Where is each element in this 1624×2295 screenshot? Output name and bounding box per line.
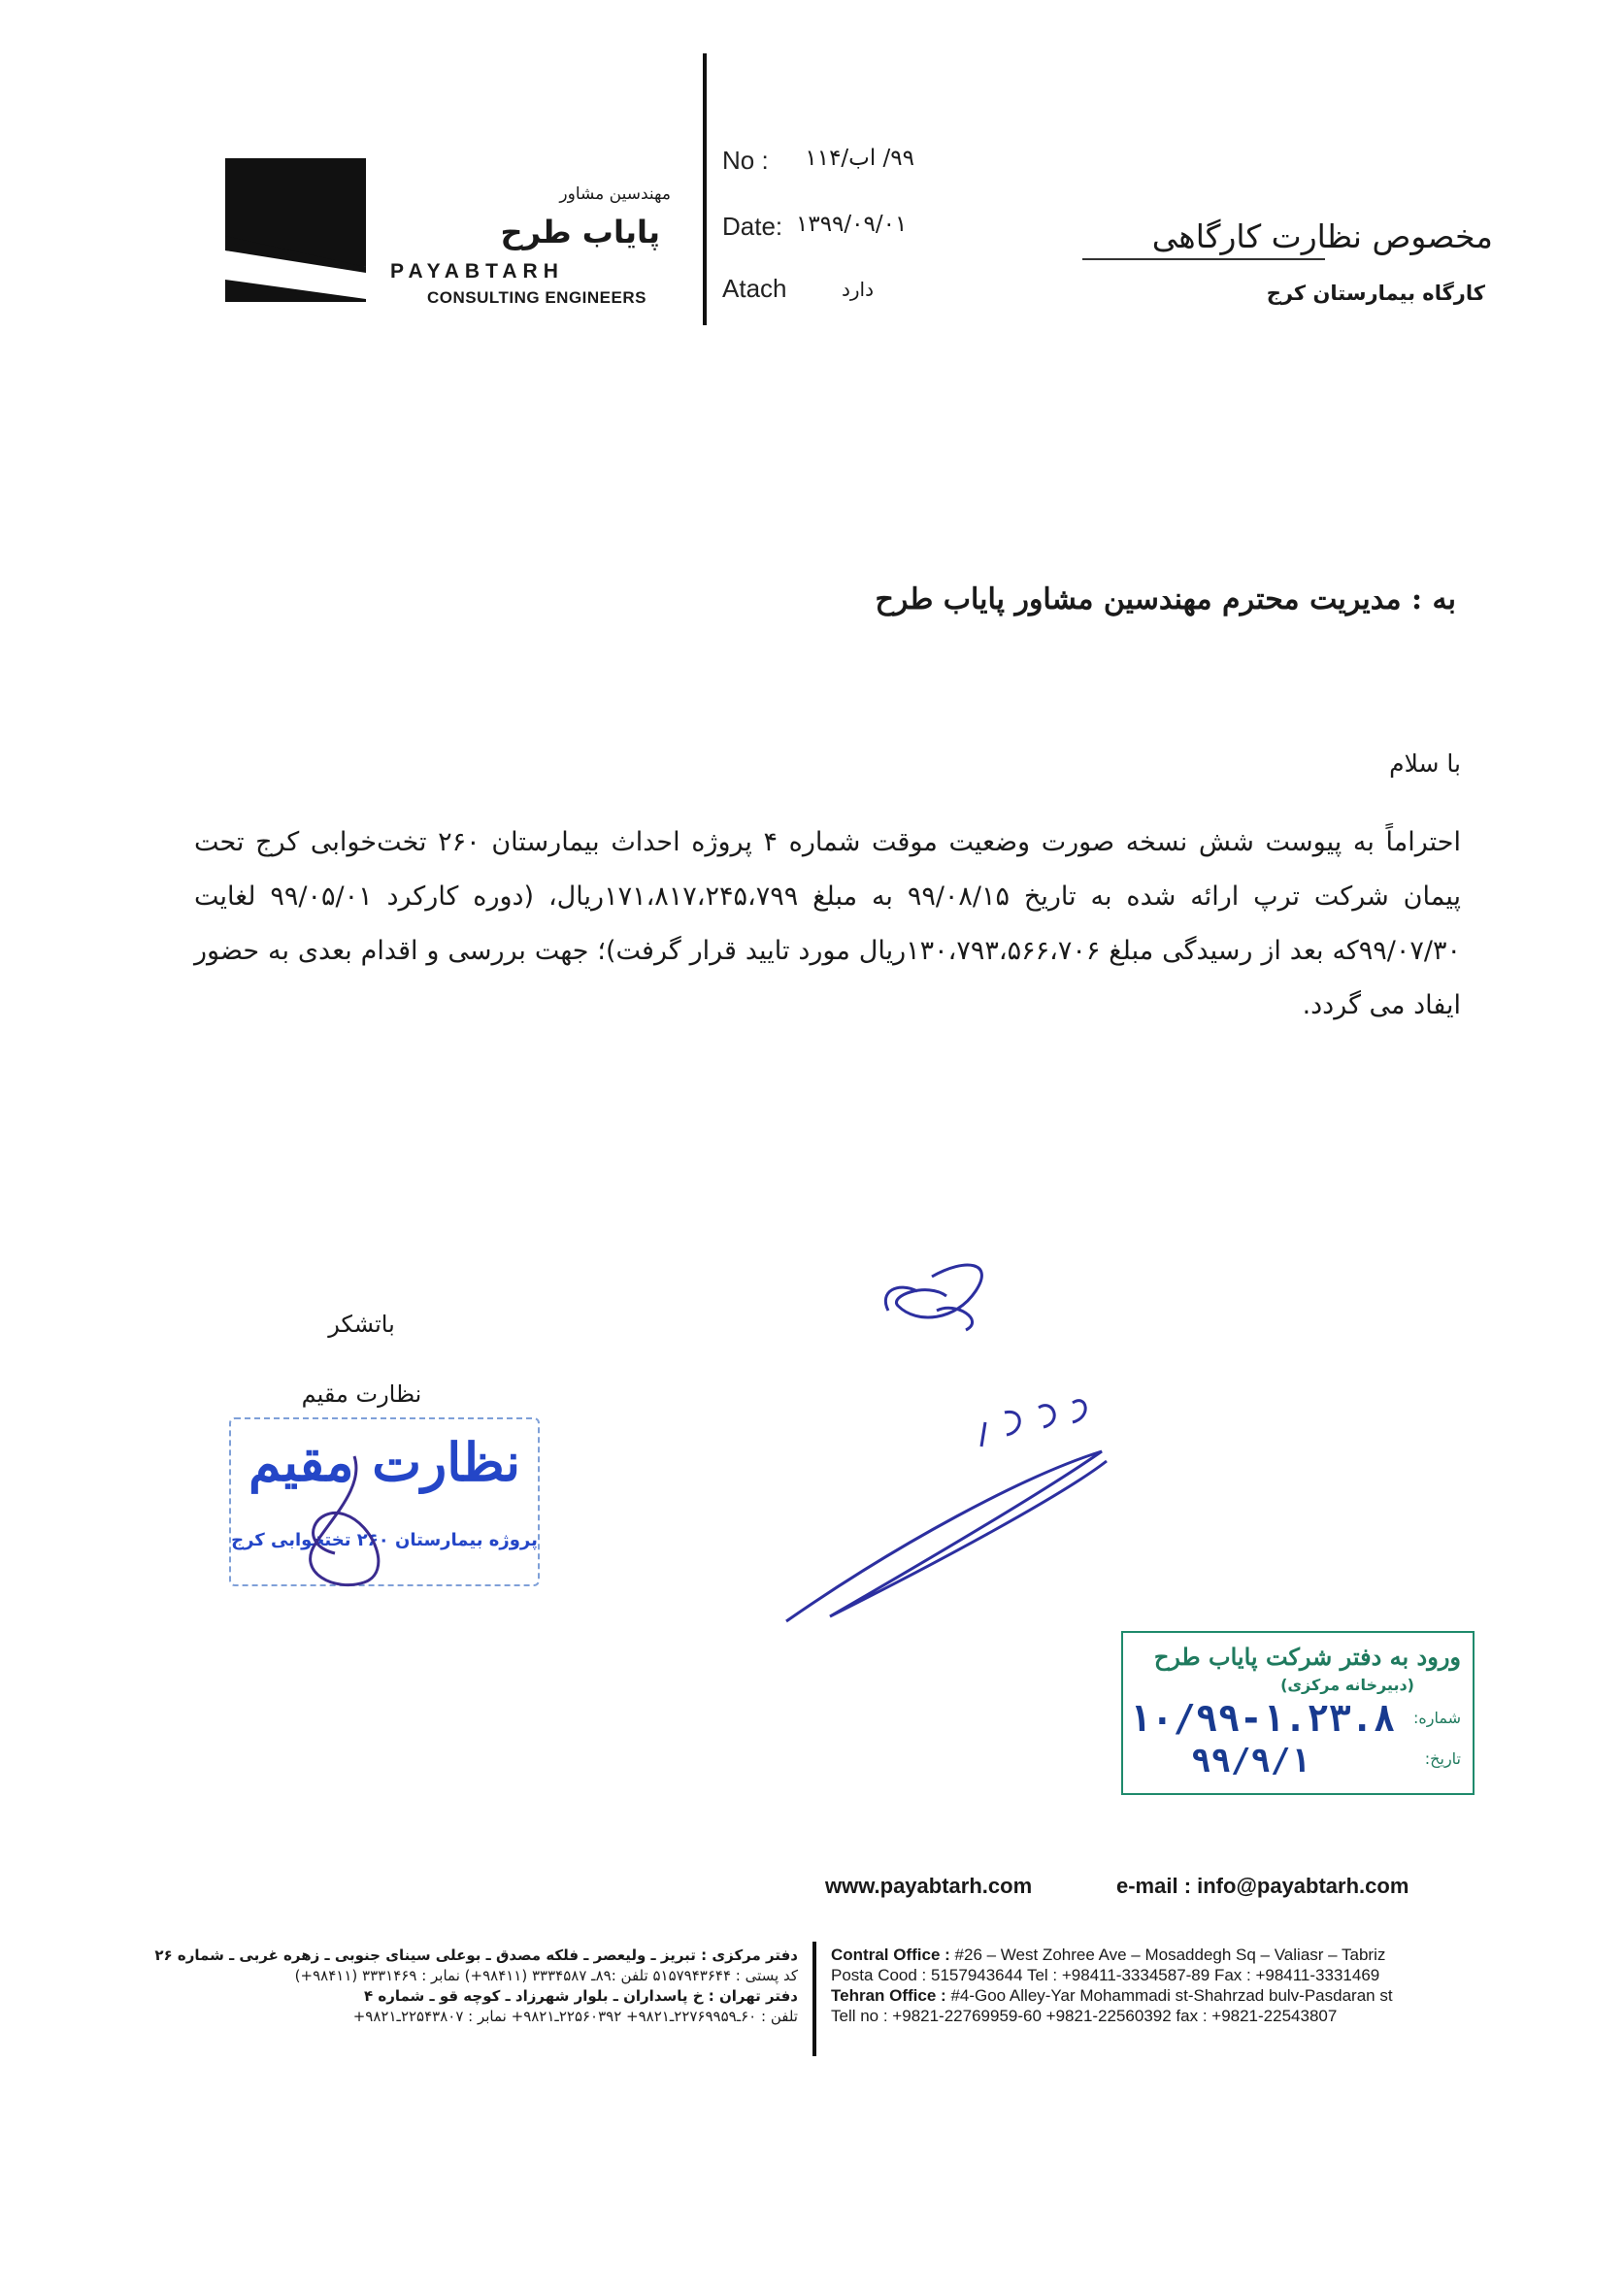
- footer-address-fa: [97, 1946, 798, 2027]
- footer-fa-line: تلفن : ۶۰ـ۲۲۷۶۹۹۵۹ـ۹۸۲۱+ ۲۲۵۶۰۳۹۲ـ۹۸۲۱+ نمابر : ۲۲۵۴۳۸۰۷ـ۹۸۲۱+: [352, 2008, 798, 2025]
- firm-logo-icon: [225, 158, 366, 302]
- department-underline: [1082, 258, 1325, 260]
- letter-number-label: No :: [722, 146, 769, 175]
- left-signature-stroke: [311, 1456, 379, 1585]
- handwritten-note-stroke: [885, 1265, 981, 1330]
- firm-name-en: PAYABTARH: [390, 260, 564, 283]
- website-link[interactable]: www.payabtarh.com: [825, 1874, 1033, 1898]
- supervision-stamp-subtitle: پروژه بیمارستان ۲۶۰ تختخوابی کرج: [231, 1530, 538, 1550]
- intake-date: ۹۹/۹/۱: [1191, 1742, 1310, 1780]
- attachment-label: Atach: [722, 274, 787, 303]
- department-site: کارگاه بیمارستان کرج: [1266, 282, 1485, 305]
- salutation: با سلام: [1389, 749, 1461, 778]
- handwritten-year-stroke: [981, 1401, 1085, 1447]
- intake-stamp-title: ورود به دفتر شرکت پایاب طرح: [1153, 1643, 1461, 1671]
- central-office-label: Contral Office :: [831, 1946, 950, 1964]
- intake-date-label: تاریخ:: [1424, 1749, 1461, 1768]
- central-office-address: #26 – West Zohree Ave – Mosaddegh Sq – Valiasr – Tabriz: [954, 1946, 1386, 1964]
- firm-subtitle-en: CONSULTING ENGINEERS: [427, 288, 646, 307]
- intake-number-label: شماره:: [1412, 1709, 1461, 1727]
- central-office-contacts: Posta Cood : 5157943644 Tel : +98411-3334587-89 Fax : +98411-3331469: [831, 1966, 1380, 1984]
- sender-signature-name: نظارت مقیم: [301, 1380, 422, 1408]
- footer-fa-line: دفتر مرکزی : تبریز ـ ولیعصر ـ فلکه مصدق ـ بوعلی سینای جنوبی ـ زهره غربی ـ شماره ۲۶: [154, 1946, 798, 1964]
- footer-fa-line: دفتر تهران : خ پاسداران ـ بلوار شهرزاد ـ کوچه قو ـ شماره ۴: [363, 1987, 798, 2005]
- email-link[interactable]: e-mail : info@payabtarh.com: [1116, 1874, 1409, 1898]
- intake-number: ۱۰/۹۹-۱.۲۳.۸: [1129, 1697, 1396, 1740]
- footer-divider: [812, 1942, 816, 2056]
- intake-stamp: [1121, 1631, 1475, 1795]
- tehran-office-contacts: Tell no : +9821-22769959-60 +9821-22560392 fax : +9821-22543807: [831, 2007, 1338, 2025]
- letter-date-value: ۱۳۹۹/۰۹/۰۱: [796, 212, 908, 237]
- supervision-stamp-title: نظارت مقیم: [249, 1431, 520, 1493]
- addressee: به : مدیریت محترم مهندسین مشاور پایاب طرح: [875, 582, 1456, 616]
- attachment-value: دارد: [841, 278, 874, 301]
- footer-address-en: [831, 1945, 1472, 2053]
- intake-stamp-subtitle: (دبیرخانه مرکزی): [1280, 1676, 1414, 1694]
- tehran-office-label: Tehran Office :: [831, 1986, 946, 2005]
- letter-body: احتراماً به پیوست شش نسخه صورت وضعیت موقت شماره ۴ پروژه احداث بیمارستان ۲۶۰ تخت‌خوابی کرج تحت پیمان شرکت ترپ ارائه شده به تاریخ ۹۹/۰۸/۱۵ به مبلغ ۱۷۱،۸۱۷،۲۴۵،۷۹۹ریال، (دوره کارکرد ۹۹/۰۵/۰۱ لغایت ۹۹/۰۷/۳۰که بعد از رسیدگی مبلغ ۱۳۰،۷۹۳،۵۶۶،۷۰۶ریال مورد تایید قرار گرفت)؛ جهت بررسی و اقدام بعدی به حضور ایفاد می گردد.: [194, 827, 1461, 1020]
- department-title: مخصوص نظارت کارگاهی: [1151, 217, 1493, 255]
- closing: باتشکر: [328, 1311, 395, 1338]
- letter-date-label: Date:: [722, 212, 783, 241]
- handwritten-signature-icon: [218, 1252, 1189, 1641]
- tehran-office-address: #4-Goo Alley-Yar Mohammadi st-Shahrzad bulv-Pasdaran st: [950, 1986, 1393, 2005]
- firm-name-fa-small: مهندسین مشاور: [559, 184, 671, 204]
- letter-number-value: ۹۹/ اب/۱۱۴: [805, 146, 914, 171]
- header-divider: [703, 53, 707, 325]
- firm-name-fa: پایاب طرح: [500, 214, 660, 250]
- footer-fa-line: کد پستی : ۵۱۵۷۹۴۳۶۴۴ تلفن :۸۹ـ ۳۳۳۴۵۸۷ (۹۸۴۱۱+) نمابر : ۳۳۳۱۴۶۹ (۹۸۴۱۱+): [294, 1967, 798, 1984]
- diagonal-signature-stroke: [786, 1451, 1107, 1621]
